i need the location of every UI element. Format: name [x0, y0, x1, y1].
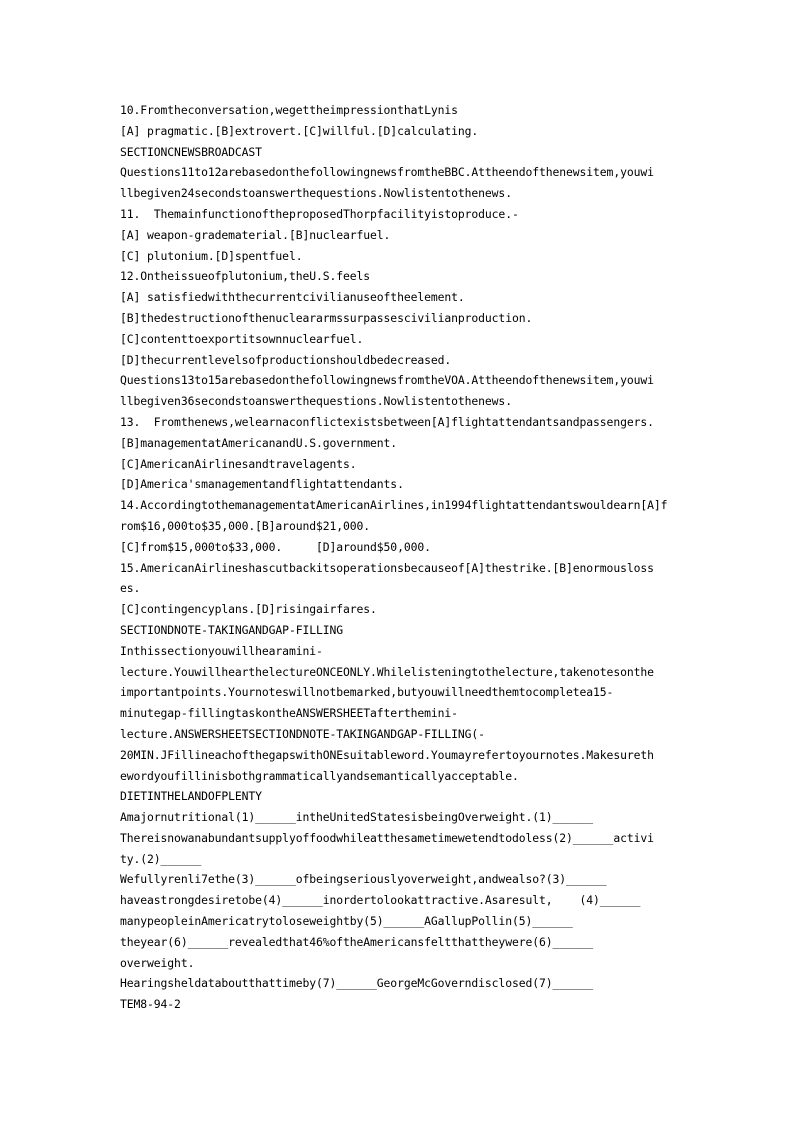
passage-line: manypeopleinAmericatrytoloseweightby(5)______AGallupPollin(5)______: [120, 914, 573, 929]
instruction-line: llbegiven24secondstoanswerthequestions.Nowlistentothenews.: [120, 186, 512, 201]
instruction-line: Inthissectionyouwillhearamini-: [120, 643, 323, 658]
passage-line: Amajornutritional(1)______intheUnitedStatesisbeingOverweight.(1)______: [120, 810, 594, 825]
question-13-stem: 13. Fromthenews,welearnaconflictexistsbetween[A]flightattendantsandpassengers.: [120, 414, 654, 429]
document-body: [120, 100, 690, 1015]
question-10-stem: 10.Fromtheconversation,wegettheimpressionthatLynis: [120, 103, 458, 117]
instruction-line: lecture.YouwillhearthelectureONCEONLY.Whilelisteningtothelecture,takenotesonthe: [120, 664, 654, 679]
passage-line: haveastrongdesiretobe(4)______inordertolookattractive.Asaresult, (4)______: [120, 893, 641, 908]
question-14-options: rom$16,000to$35,000.[B]around$21,000.: [120, 518, 371, 533]
question-13-option: [C]AmericanAirlinesandtravelagents.: [120, 456, 357, 471]
question-14-stem: 14.AccordingtothemanagementatAmericanAirlines,in1994flightattendantswouldearn[A]f: [120, 498, 668, 513]
passage-line: Thereisnowanabundantsupplyoffoodwhileatthesametimewetendtodoless(2)______activi: [120, 830, 654, 845]
passage-line: Hearingsheldataboutthattimeby(7)______GeorgeMcGoverndisclosed(7)______: [120, 976, 594, 991]
question-10-options: [A] pragmatic.[B]extrovert.[C]willful.[D]calculating.: [120, 123, 479, 138]
passage-line: Wefullyrenli7ethe(3)______ofbeingseriouslyoverweight,andwealso?(3)______: [120, 872, 607, 887]
question-13-option: [B]managementatAmericanandU.S.government.: [120, 435, 398, 450]
question-12-option: [B]thedestructionofthenucleararmssurpassescivilianproduction.: [120, 310, 533, 325]
passage-line: ty.(2)______: [120, 851, 202, 866]
instruction-line: llbegiven36secondstoanswerthequestions.Nowlistentothenews.: [120, 394, 512, 409]
question-11-options: [A] weapon-gradematerial.[B]nuclearfuel.: [120, 227, 391, 242]
question-12-option: [C]contenttoexportitsownnuclearfuel.: [120, 331, 364, 346]
question-13-option: [D]America'smanagementandflightattendants.: [120, 477, 404, 492]
question-12-stem: 12.Ontheissueofplutonium,theU.S.feels: [120, 269, 371, 284]
question-12-option: [A] satisfiedwiththecurrentcivilianuseoftheelement.: [120, 290, 465, 305]
question-15-stem: 15.AmericanAirlineshascutbackitsoperationsbecauseof[A]thestrike.[B]enormousloss: [120, 560, 654, 575]
section-heading-d: SECTIONDNOTE-TAKINGANDGAP-FILLING: [120, 622, 344, 637]
page-footer: TEM8-94-2: [120, 997, 181, 1012]
passage-line: overweight.: [120, 955, 195, 970]
question-14-options: [C]from$15,000to$33,000. [D]around$50,000.: [120, 539, 431, 554]
instruction-line: ewordyoufillinisbothgrammaticallyandsemanticallyacceptable.: [120, 768, 519, 783]
instruction-line: lecture.ANSWERSHEETSECTIONDNOTE-TAKINGANDGAP-FILLING(-: [120, 726, 485, 741]
section-heading-c: SECTIONCNEWSBROADCAST: [120, 144, 262, 159]
question-15-stem: es.: [120, 581, 141, 596]
question-11-stem: 11. ThemainfunctionoftheproposedThorpfacilityistoproduce.-: [120, 206, 519, 221]
passage-title: DIETINTHELANDOFPLENTY: [120, 789, 262, 804]
instruction-line: minutegap-fillingtaskontheANSWERSHEETafterthemini-: [120, 706, 458, 721]
instruction-line: 20MIN.JFillineachofthegapswithONEsuitableword.Youmayrefertoyournotes.Makesureth: [120, 747, 654, 762]
instruction-line: importantpoints.Yournoteswillnotbemarked,butyouwillneedthemtocompletea15-: [120, 685, 614, 700]
question-15-options: [C]contingencyplans.[D]risingairfares.: [120, 602, 377, 617]
question-11-options: [C] plutonium.[D]spentfuel.: [120, 248, 303, 263]
passage-line: theyear(6)______revealedthat46%oftheAmericansfeltthattheywere(6)______: [120, 934, 594, 949]
instruction-line: Questions13to15arebasedonthefollowingnewsfromtheVOA.Attheendofthenewsitem,youwi: [120, 373, 654, 388]
question-12-option: [D]thecurrentlevelsofproductionshouldbedecreased.: [120, 352, 452, 367]
instruction-line: Questions11to12arebasedonthefollowingnewsfromtheBBC.Attheendofthenewsitem,youwi: [120, 165, 654, 180]
